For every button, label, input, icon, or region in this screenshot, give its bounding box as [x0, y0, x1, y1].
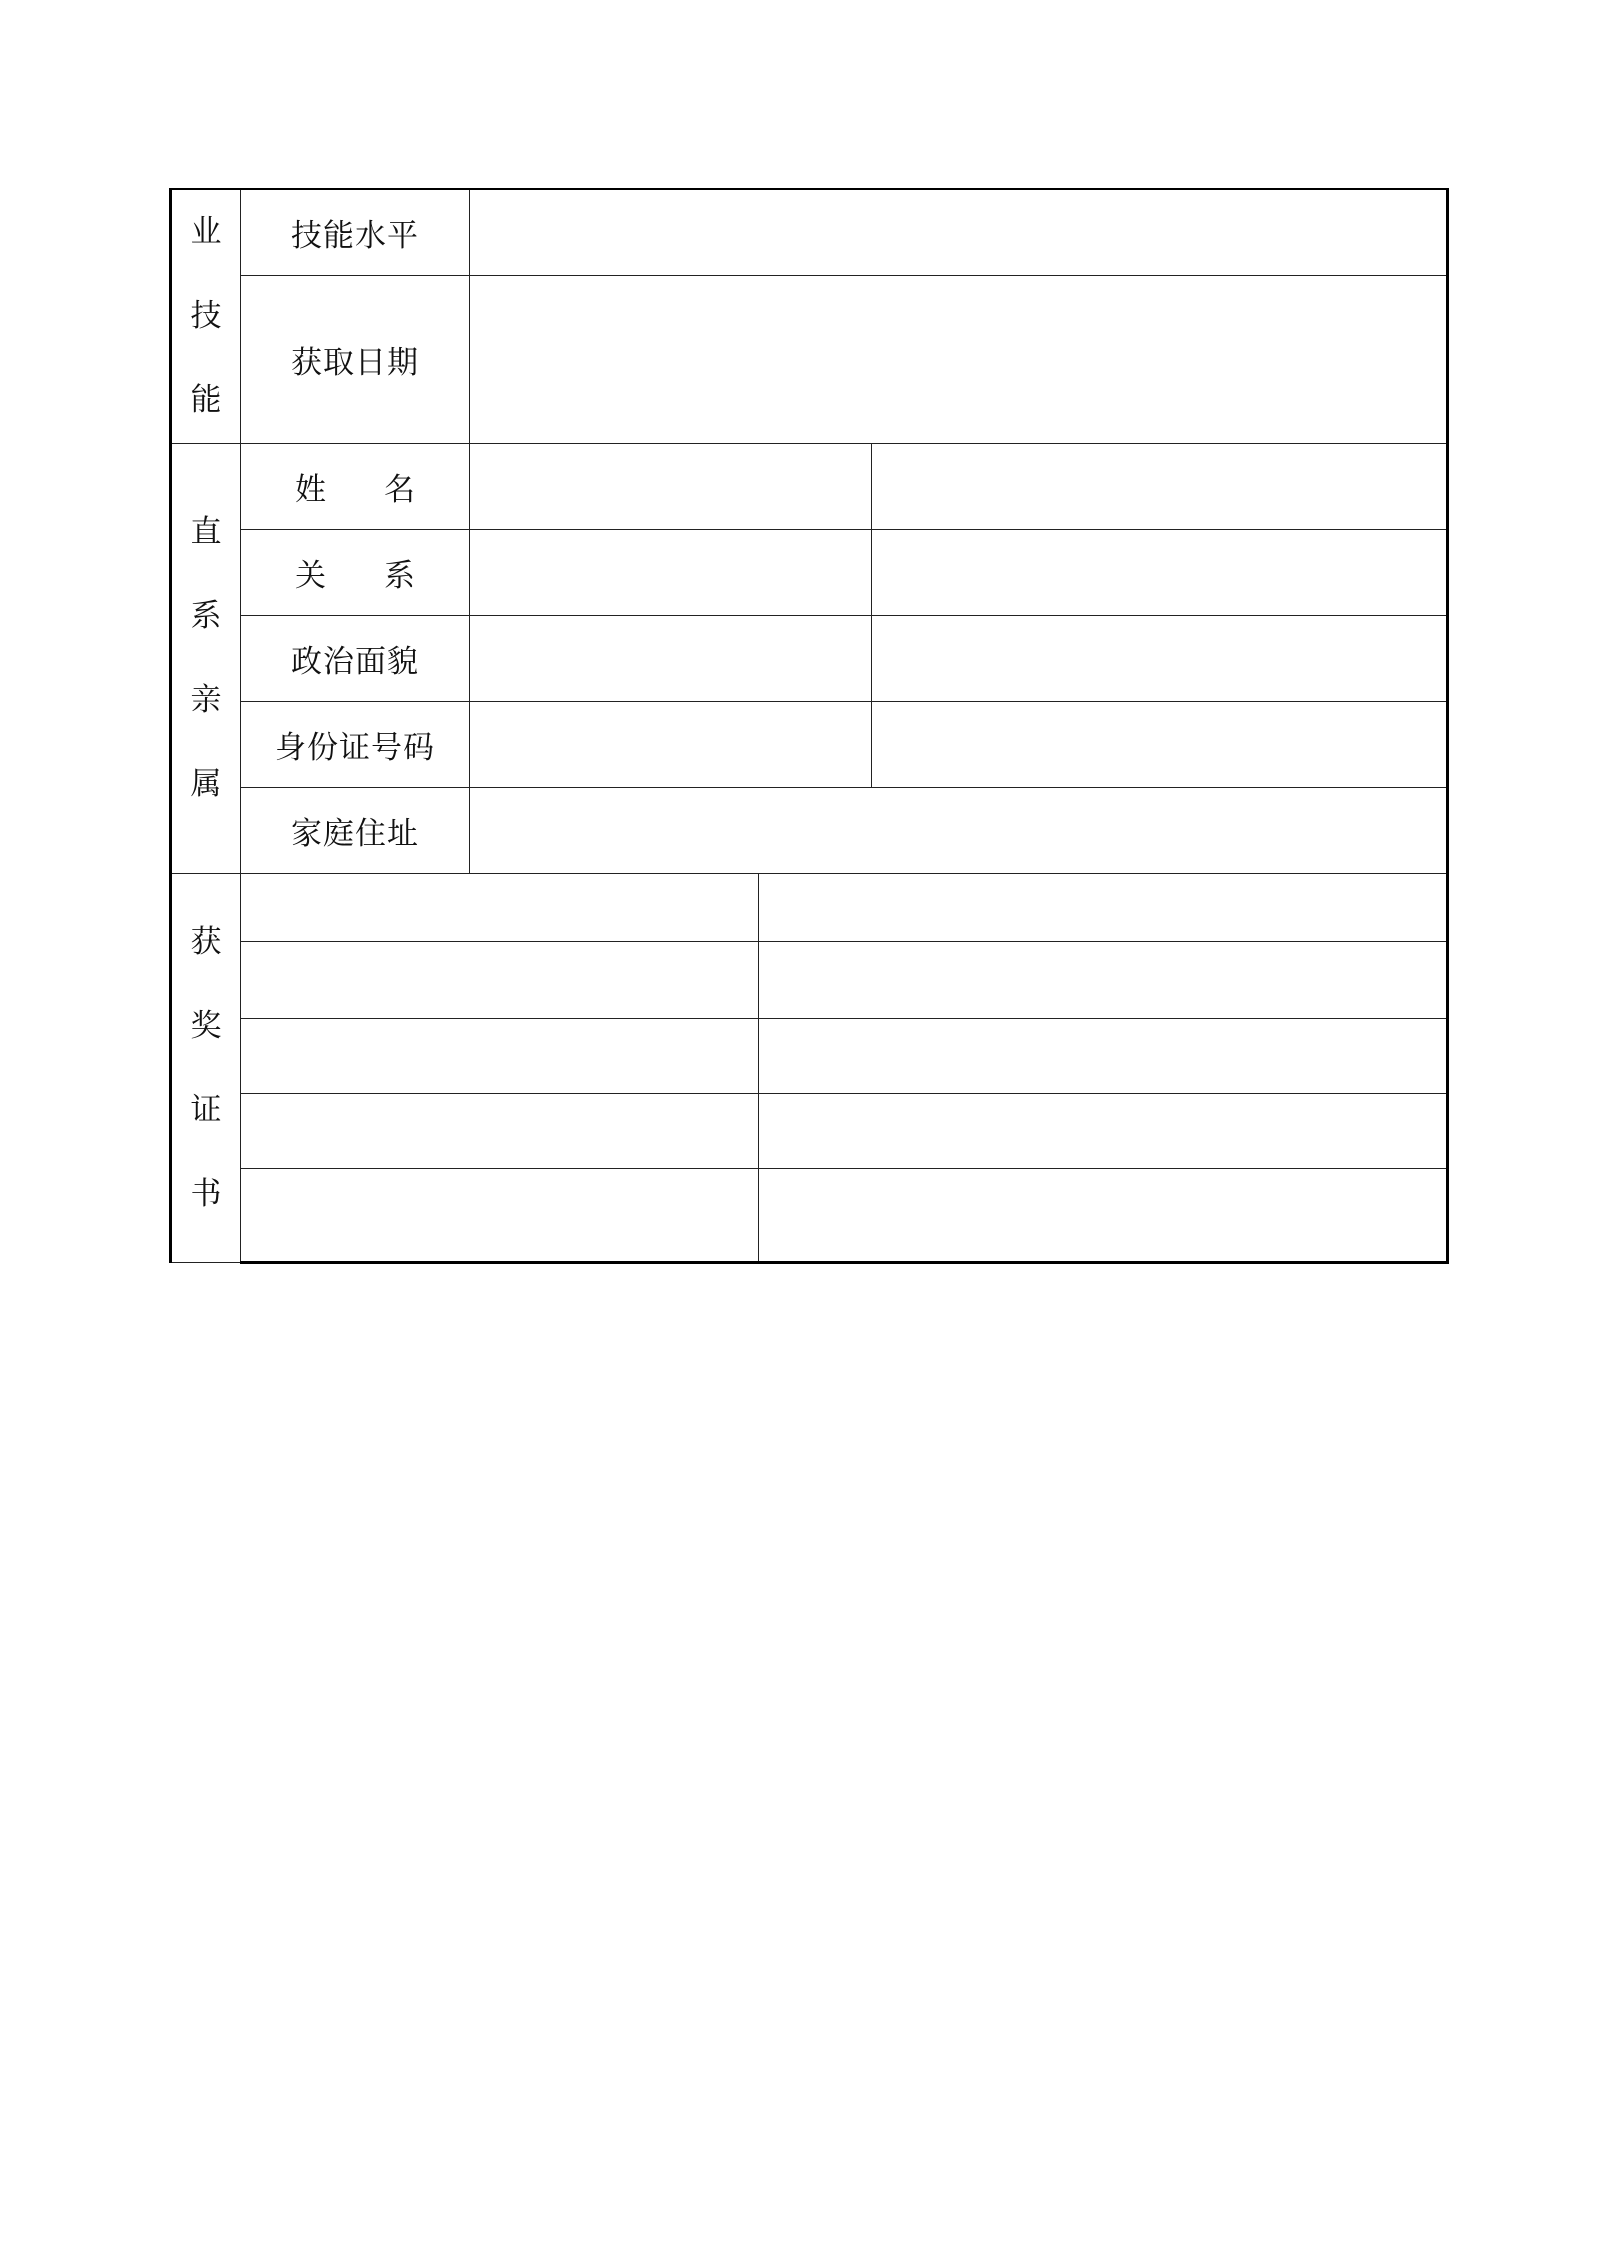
award-row-1-left[interactable]	[241, 873, 759, 941]
political-status-field-1[interactable]	[470, 615, 872, 701]
relative-name-label	[241, 443, 470, 529]
awards-section-label	[171, 873, 241, 1262]
relation-label	[241, 529, 470, 615]
id-number-label: 身份证号码	[241, 701, 470, 787]
relative-name-field-2[interactable]	[872, 443, 1448, 529]
personnel-info-form	[169, 188, 1449, 1264]
relatives-section-label	[171, 443, 241, 873]
political-status-field-2[interactable]	[872, 615, 1448, 701]
relation-label-char-2: 系	[384, 557, 415, 594]
acquired-date-field[interactable]	[470, 275, 1448, 443]
skills-label-char-1: 业	[190, 214, 222, 251]
acquired-date-label: 获取日期	[241, 275, 470, 443]
relatives-label-char-1: 直	[190, 514, 222, 550]
awards-label-char-2: 奖	[190, 1007, 222, 1044]
award-row-1-right[interactable]	[759, 873, 1448, 941]
relatives-label-char-3: 亲	[190, 682, 222, 718]
award-row-2-right[interactable]	[759, 941, 1448, 1018]
relatives-label-char-4: 属	[190, 766, 222, 802]
skill-level-label: 技能水平	[241, 189, 470, 275]
awards-label-char-1: 获	[190, 923, 222, 960]
skills-label-char-3: 能	[190, 382, 222, 419]
award-row-2-left[interactable]	[241, 941, 759, 1018]
award-row-3-left[interactable]	[241, 1018, 759, 1093]
relation-field-2[interactable]	[872, 529, 1448, 615]
skills-section-label	[171, 189, 241, 443]
skill-level-field[interactable]	[470, 189, 1448, 275]
award-row-4-right[interactable]	[759, 1093, 1448, 1168]
awards-label-char-3: 证	[190, 1091, 222, 1128]
relative-name-field-1[interactable]	[470, 443, 872, 529]
relative-name-label-char-2: 名	[384, 471, 415, 508]
home-address-label: 家庭住址	[241, 787, 470, 873]
skills-label-char-2: 技	[190, 298, 222, 335]
relation-label-char-1: 关	[295, 557, 326, 594]
award-row-3-right[interactable]	[759, 1018, 1448, 1093]
id-number-field-1[interactable]	[470, 701, 872, 787]
relative-name-label-char-1: 姓	[295, 471, 326, 508]
relatives-label-char-2: 系	[190, 598, 222, 634]
award-row-4-left[interactable]	[241, 1093, 759, 1168]
political-status-label: 政治面貌	[241, 615, 470, 701]
awards-label-char-4: 书	[190, 1175, 222, 1212]
award-row-5-left[interactable]	[241, 1168, 759, 1262]
id-number-field-2[interactable]	[872, 701, 1448, 787]
award-row-5-right[interactable]	[759, 1168, 1448, 1262]
home-address-field[interactable]	[470, 787, 1448, 873]
relation-field-1[interactable]	[470, 529, 872, 615]
